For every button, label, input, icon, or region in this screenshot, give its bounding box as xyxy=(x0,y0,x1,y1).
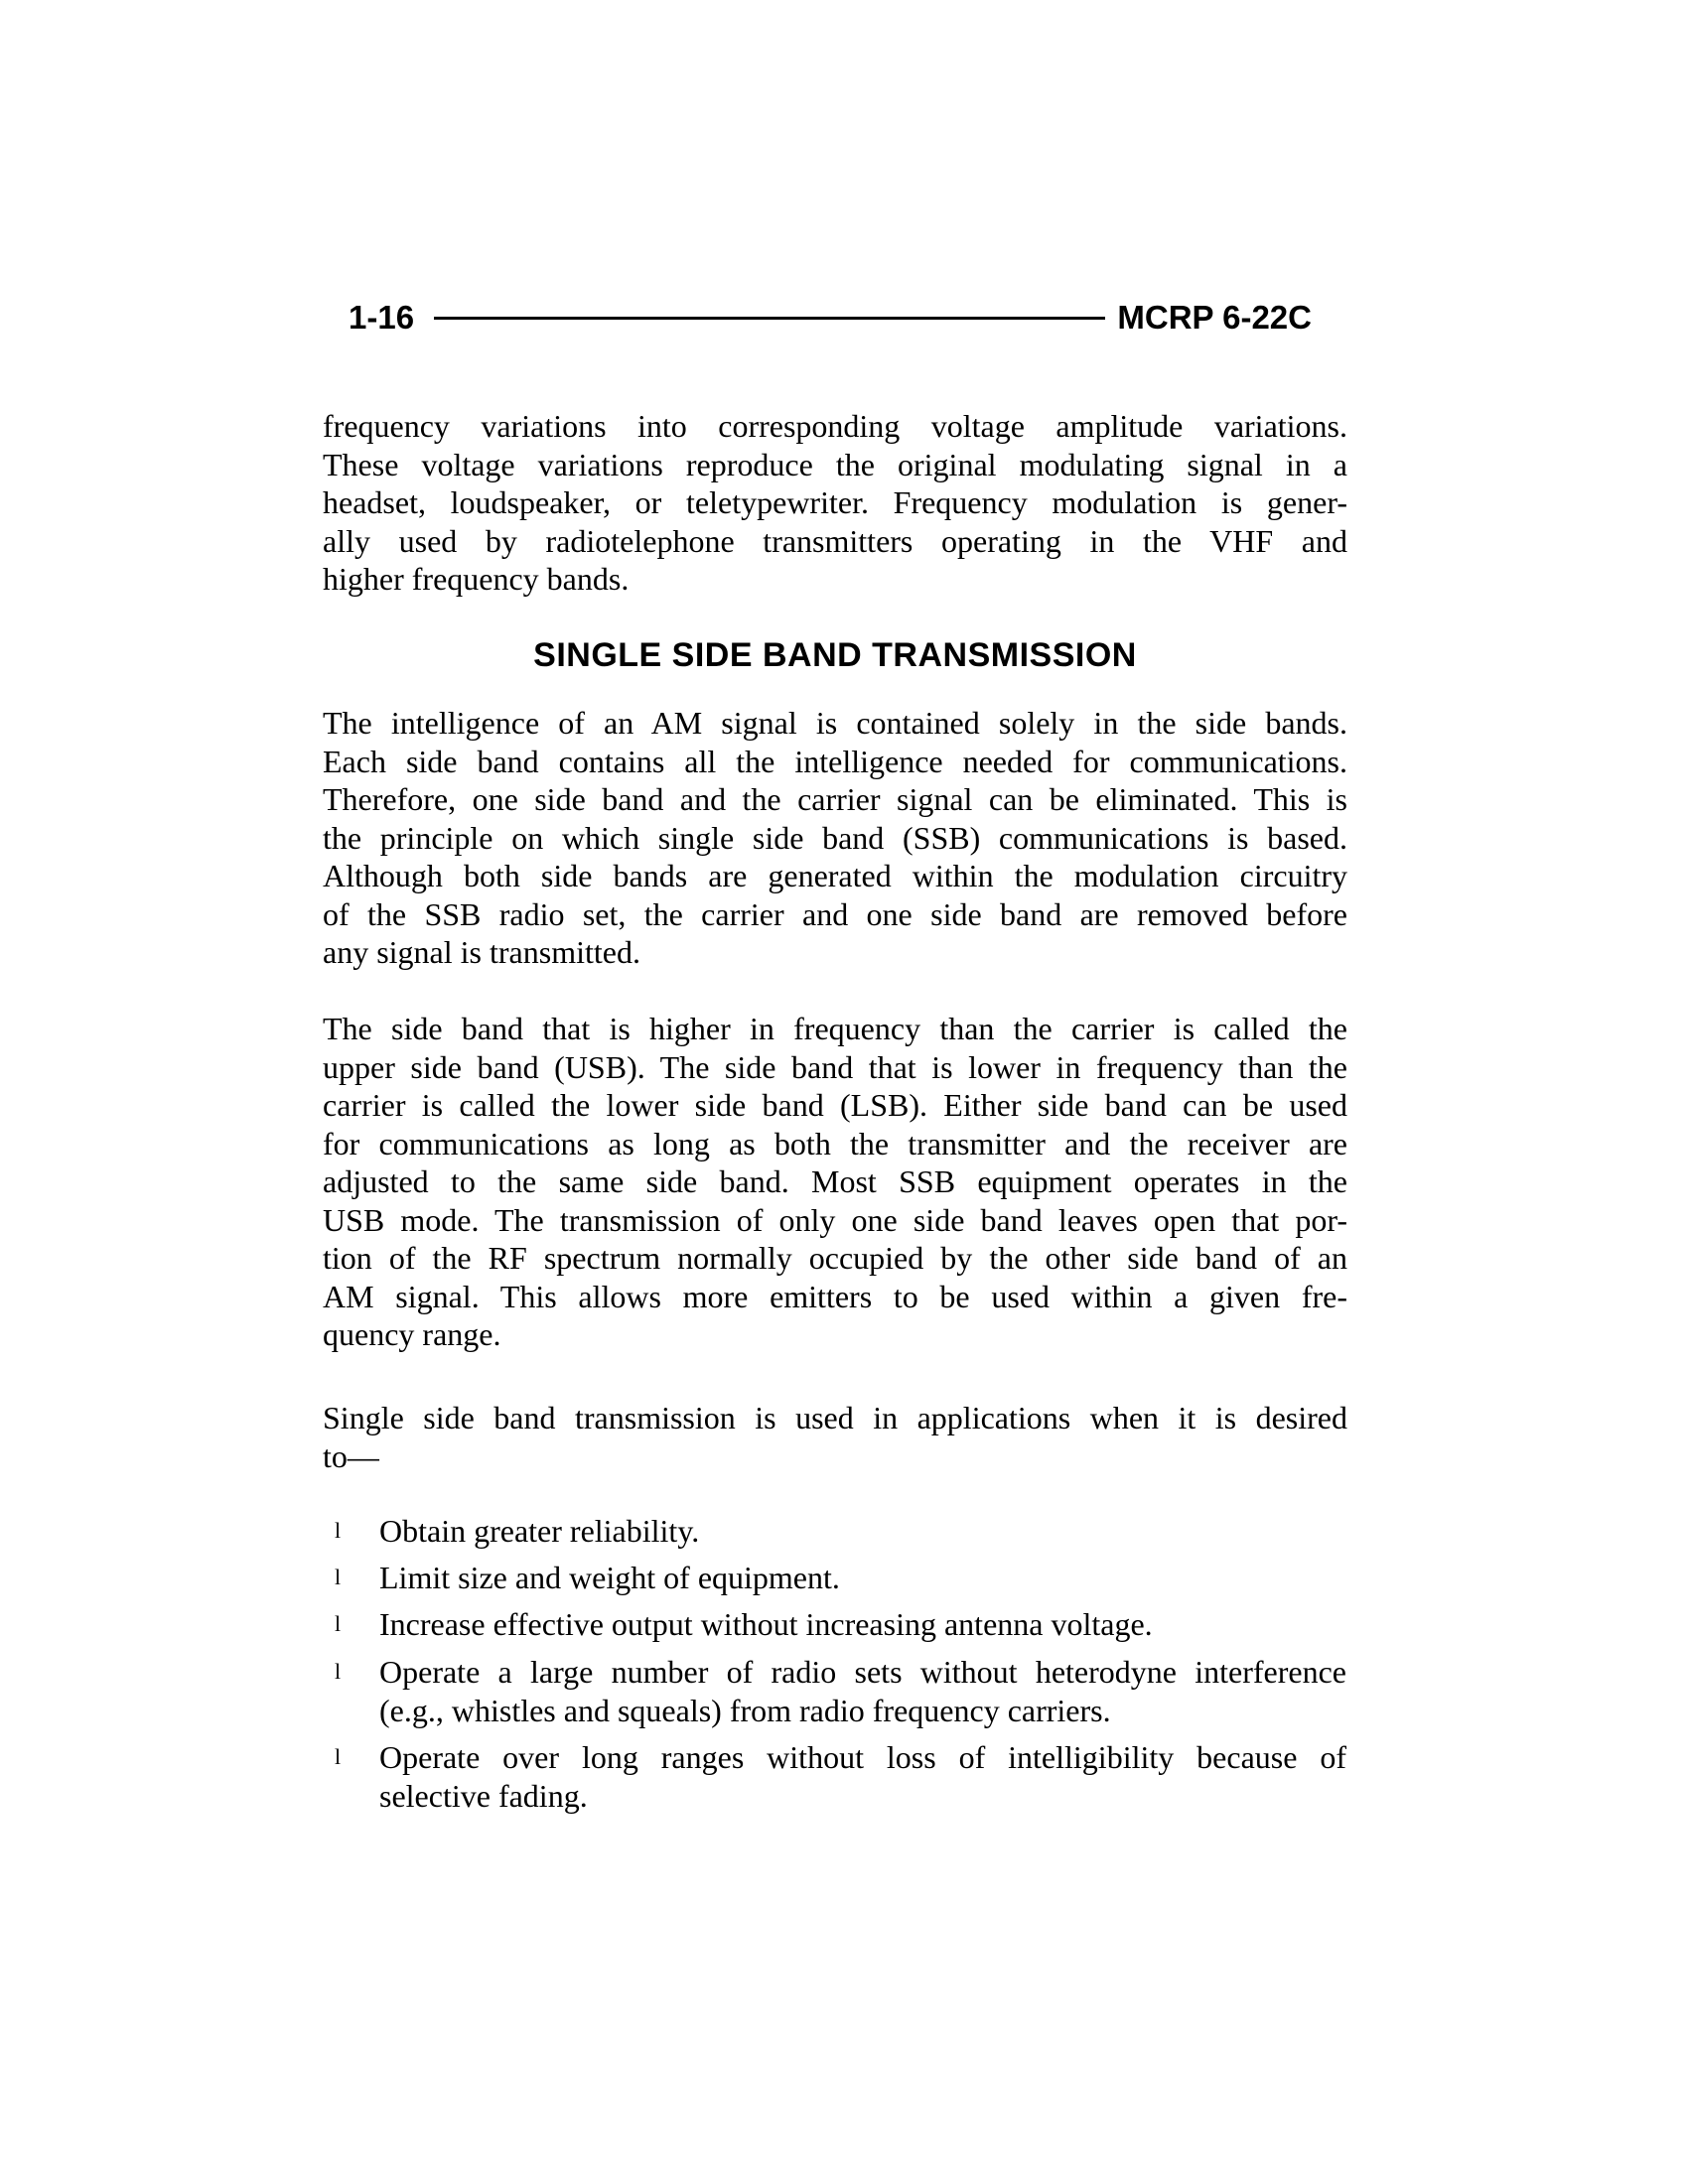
text-line: ally used by radiotelephone transmitters operating in the VHF and xyxy=(323,522,1347,559)
paragraph-frequency-modulation xyxy=(323,407,1347,599)
text-line: the principle on which single side band (SSB) communications is based. xyxy=(323,819,1347,856)
bullet-text xyxy=(379,1653,1346,1729)
text-line: of the SSB radio set, the carrier and one side band are removed before xyxy=(323,895,1347,932)
text-line: The intelligence of an AM signal is contained solely in the side bands. xyxy=(323,705,1347,741)
bullet-text xyxy=(379,1512,1346,1551)
page-header xyxy=(323,300,1347,340)
header-rule xyxy=(434,317,1105,320)
page-number: 1-16 xyxy=(349,299,415,336)
text-line: (e.g., whistles and squeals) from radio frequency carriers. xyxy=(379,1692,1111,1728)
bullet-item xyxy=(335,1559,1346,1597)
paragraph-ssb-applications-intro xyxy=(323,1399,1347,1475)
text-line: adjusted to the same side band. Most SSB equipment operates in the xyxy=(323,1163,1347,1199)
text-line: USB mode. The transmission of only one side band leaves open that por- xyxy=(323,1201,1347,1238)
bullet-marker: l xyxy=(335,1744,342,1769)
text-line: carrier is called the lower side band (LSB). Either side band can be used xyxy=(323,1087,1347,1123)
text-line: upper side band (USB). The side band that is lower in frequency than the xyxy=(323,1048,1347,1085)
text-line: Although both side bands are generated within the modulation circuitry xyxy=(323,858,1347,893)
bullet-item xyxy=(335,1512,1346,1551)
text-line: Single side band transmission is used in applications when it is desired xyxy=(323,1400,1347,1435)
text-line: frequency variations into corresponding voltage amplitude variations. xyxy=(323,408,1347,444)
text-line: tion of the RF spectrum normally occupied by the other side band of an xyxy=(323,1240,1347,1276)
text-line: quency range. xyxy=(323,1316,501,1352)
text-line: selective fading. xyxy=(379,1777,588,1814)
text-line: Operate a large number of radio sets without heterodyne interference xyxy=(379,1654,1346,1690)
bullet-text xyxy=(379,1738,1346,1815)
bullet-marker: l xyxy=(335,1565,342,1589)
text-line: headset, loudspeaker, or teletypewriter. Frequency modulation is gener- xyxy=(323,484,1347,520)
text-line: The side band that is higher in frequency than the carrier is called the xyxy=(323,1011,1347,1046)
bullet-text xyxy=(379,1605,1346,1644)
text-line: any signal is transmitted. xyxy=(323,934,640,970)
bullet-marker: l xyxy=(335,1611,342,1636)
bullet-item xyxy=(335,1605,1346,1644)
text-line: Obtain greater reliability. xyxy=(379,1513,700,1549)
text-line: AM signal. This allows more emitters to be used within a given fre- xyxy=(323,1278,1347,1314)
text-line: Increase effective output without increasing antenna voltage. xyxy=(379,1606,1153,1642)
text-line: Each side band contains all the intelligence needed for communications. xyxy=(323,743,1347,779)
bullet-text xyxy=(379,1559,1346,1597)
paragraph-usb-lsb xyxy=(323,1010,1347,1354)
paragraph-ssb-principle xyxy=(323,704,1347,972)
text-line: Operate over long ranges without loss of intelligibility because of xyxy=(379,1739,1346,1775)
bullet-marker: l xyxy=(335,1659,342,1684)
text-line: Limit size and weight of equipment. xyxy=(379,1560,840,1595)
bullet-item xyxy=(335,1653,1346,1729)
text-line: to— xyxy=(323,1437,379,1474)
text-line: Therefore, one side band and the carrier signal can be eliminated. This is xyxy=(323,781,1347,817)
text-line: higher frequency bands. xyxy=(323,561,630,597)
section-heading: SINGLE SIDE BAND TRANSMISSION xyxy=(533,636,1137,674)
bullet-marker: l xyxy=(335,1518,342,1543)
text-line: for communications as long as both the transmitter and the receiver are xyxy=(323,1125,1347,1161)
bullet-item xyxy=(335,1738,1346,1815)
doc-number: MCRP 6-22C xyxy=(1117,299,1312,336)
text-line: These voltage variations reproduce the original modulating signal in a xyxy=(323,446,1347,482)
